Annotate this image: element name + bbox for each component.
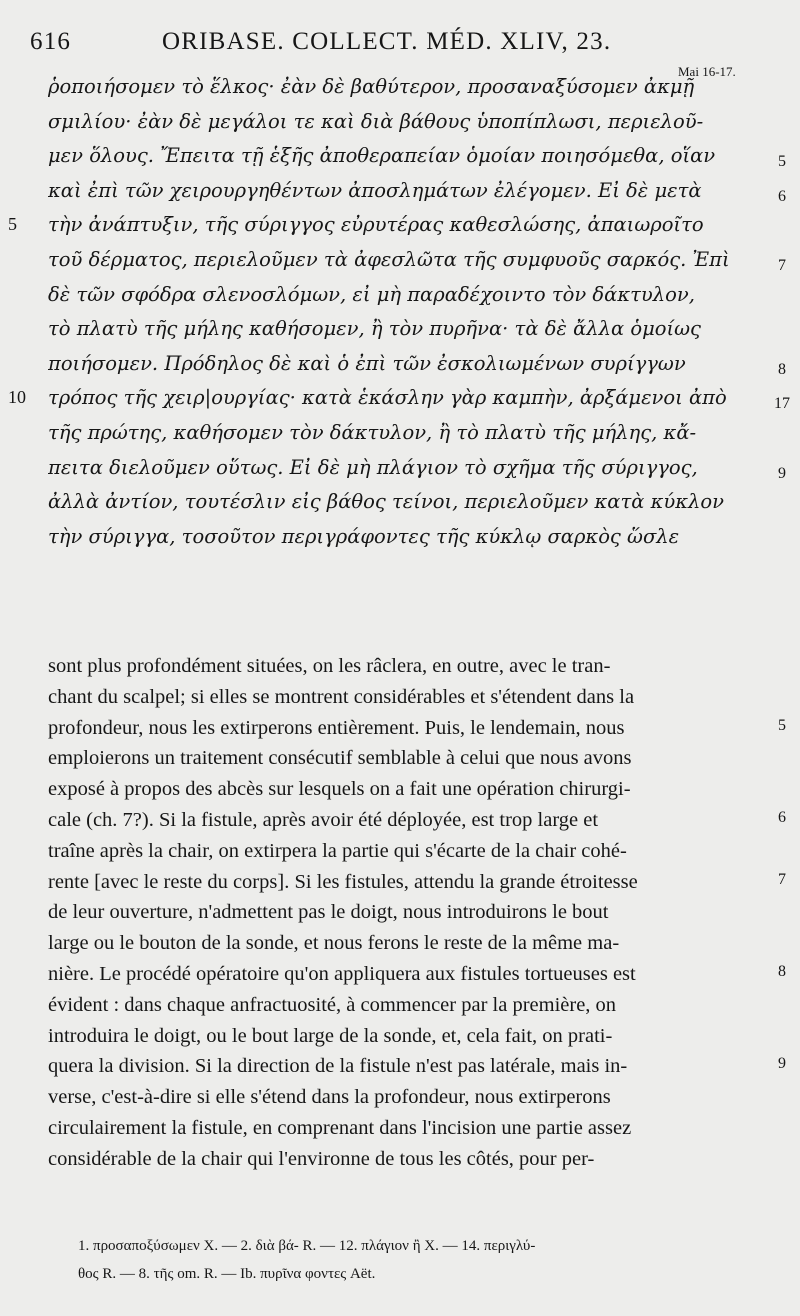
greek-right-margin-number: 8 [778,360,786,378]
french-line: emploierons un traitement consécutif semblable à celui que nous avons [48,747,632,770]
greek-right-margin-number: 7 [778,257,786,274]
greek-line: πειτα διελοῦμεν οὕτως. Εἰ δὲ μὴ πλάγιον τὸ σχῆμα τῆς σύριγγος, [48,455,698,479]
greek-right-margin-number: 17 [774,395,790,413]
greek-right-margin-number: 9 [778,464,786,482]
french-line: considérable de la chair qui l'environne de tous les côtés, pour per- [48,1147,595,1170]
french-right-margin-number: 8 [778,963,786,980]
french-right-margin-number: 7 [778,870,786,888]
greek-right-margin-number: 5 [778,153,786,171]
french-line: chant du scalpel; si elles se montrent considérables et s'étendent dans la [48,685,635,708]
french-line: circulairement la fistule, en comprenant dans l'incision une partie assez [48,1117,632,1139]
greek-line: ἀλλὰ ἀντίον, τουτέσλιν εἰς βάθος τείνοι, περιελοῦμεν κατὰ κύκλον [48,490,724,514]
footnote-line: θος R. — 8. τῆς om. R. — Ib. πυρῖνα φοντες Aët. [78,1266,376,1282]
greek-line: ποιήσομεν. Πρόδηλος δὲ καὶ ὁ ἐπὶ τῶν ἐσκολιωμένων συρίγγων [48,351,686,375]
french-line: large ou le bouton de la sonde, et nous ferons le reste de la même ma- [48,932,620,955]
greek-line: σμιλίου· ἐὰν δὲ μεγάλοι τε καὶ διὰ βάθους ὑποπίπλωσι, περιελοῦ- [48,109,704,133]
greek-left-line-number: 5 [8,214,17,235]
french-line: cale (ch. 7?). Si la fistule, après avoir été déployée, est trop large et [48,809,599,831]
greek-line: δὲ τῶν σφόδρα σλενοσλόμων, εἰ μὴ παραδέχοιντο τὸν δάκτυλον, [48,282,695,306]
french-line: quera la division. Si la direction de la fistule n'est pas latérale, mais in- [48,1055,628,1078]
french-line: verse, c'est-à-dire si elle s'étend dans la profondeur, nous extirperons [48,1086,611,1109]
french-line: introduira le doigt, ou le bout large de la sonde, et, cela fait, on prati- [48,1024,613,1047]
page-number: 616 [30,28,72,55]
french-right-margin-number: 6 [778,809,786,826]
footnote-line: 1. προσαποξύσωμεν X. — 2. διὰ βά- R. — 12. πλάγιον ἢ X. — 14. περιγλύ- [78,1238,536,1254]
french-line: exposé à propos des abcès sur lesquels on a fait une opération chirurgi- [48,778,631,801]
page-header [30,24,730,64]
greek-left-line-number: 10 [8,387,26,408]
greek-line: τὴν σύριγγα, τοσοῦτον περιγράφοντες τῆς κύκλῳ σαρκὸς ὥσλε [48,524,680,548]
french-right-margin-number: 9 [778,1055,786,1073]
french-line: nière. Le procédé opératoire qu'on appliquera aux fistules tortueuses est [48,963,636,985]
greek-line: τοῦ δέρματος, περιελοῦμεν τὰ ἀφεσλῶτα τῆς συμφυοῦς σαρκός. Ἐπὶ [48,248,730,271]
greek-line: τὸ πλατὺ τῆς μήλης καθήσομεν, ἢ τὸν πυρῆνα· τὰ δὲ ἄλλα ὁμοίως [48,317,701,341]
french-line: sont plus profondément situées, on les râclera, en outre, avec le tran- [48,655,611,677]
greek-right-margin-number: 6 [778,187,786,205]
french-line: traîne après la chair, on extirpera la partie qui s'écarte de la chair cohé- [48,839,627,862]
greek-line: τὴν ἀνάπτυξιν, τῆς σύριγγος εὐρυτέρας καθεσλώσης, ἀπαιωροῖτο [48,213,704,237]
french-right-margin-number: 5 [778,716,786,734]
running-title: ORIBASE. COLLECT. MÉD. XLIV, 23. [162,28,612,55]
french-line: de leur ouverture, n'admettent pas le doigt, nous introduirons le bout [48,901,609,924]
greek-line: μεν ὅλους. Ἔπειτα τῇ ἑξῆς ἀποθεραπείαν ὁμοίαν ποιησόμεθα, οἵαν [48,144,716,168]
mai-reference: Mai 16-17. [678,64,736,79]
greek-line: τρόπος τῆς χειρ|ουργίας· κατὰ ἑκάσλην γὰρ καμπὴν, ἀρξάμενοι ἀπὸ [48,386,727,410]
greek-line: τῆς πρώτης, καθήσομεν τὸν δάκτυλον, ἢ τὸ πλατὺ τῆς μήλης, κἄ- [48,421,697,444]
french-line: évident : dans chaque anfractuosité, à commencer par la première, on [48,993,617,1016]
french-line: rente [avec le reste du corps]. Si les fistules, attendu la grande étroitesse [48,870,638,893]
french-line: profondeur, nous les extirperons entièrement. Puis, le lendemain, nous [48,716,625,739]
greek-line: καὶ ἐπὶ τῶν χειρουργηθέντων ἀποσλημάτων ἐλέγομεν. Εἰ δὲ μετὰ [48,178,702,202]
greek-line: ῥοποιήσομεν τὸ ἕλκος· ἐὰν δὲ βαθύτερον, προσαναξύσομεν ἀκμῇ [48,75,695,98]
